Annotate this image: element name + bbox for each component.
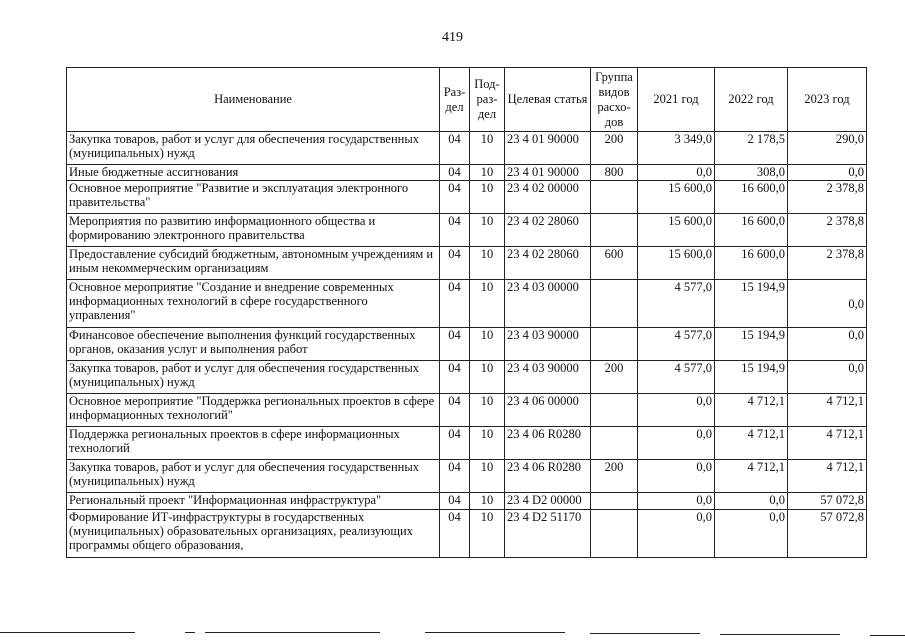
table-row [67, 328, 867, 361]
row-section: 04 [440, 361, 470, 394]
row-2021: 4 577,0 [638, 328, 715, 361]
table-row [67, 247, 867, 280]
row-group [591, 214, 638, 247]
footer-rule [870, 635, 905, 636]
row-2021: 15 600,0 [638, 214, 715, 247]
row-subsection: 10 [470, 510, 505, 558]
row-target: 23 4 06 R0280 [505, 427, 591, 460]
row-group [591, 394, 638, 427]
row-subsection: 10 [470, 493, 505, 510]
row-2021: 0,0 [638, 394, 715, 427]
row-section: 04 [440, 132, 470, 165]
row-group [591, 427, 638, 460]
row-2022: 15 194,9 [715, 361, 788, 394]
row-target: 23 4 03 00000 [505, 280, 591, 328]
row-subsection: 10 [470, 247, 505, 280]
header-section: Раз-дел [440, 68, 470, 132]
row-2021: 15 600,0 [638, 247, 715, 280]
footer-rule [720, 634, 840, 635]
row-2021: 0,0 [638, 493, 715, 510]
row-2023: 290,0 [788, 132, 867, 165]
row-target: 23 4 02 00000 [505, 181, 591, 214]
row-section: 04 [440, 510, 470, 558]
table-row [67, 510, 867, 558]
row-name: Закупка товаров, работ и услуг для обеспечения государственных (муниципальных) нужд [67, 361, 440, 394]
row-name: Региональный проект "Информационная инфраструктура" [67, 493, 440, 510]
row-group: 600 [591, 247, 638, 280]
row-2021: 4 577,0 [638, 280, 715, 328]
row-2023: 2 378,8 [788, 181, 867, 214]
row-2023: 2 378,8 [788, 247, 867, 280]
row-group: 800 [591, 165, 638, 181]
row-2021: 0,0 [638, 427, 715, 460]
header-2023: 2023 год [788, 68, 867, 132]
row-subsection: 10 [470, 214, 505, 247]
row-group [591, 181, 638, 214]
table-row [67, 361, 867, 394]
row-section: 04 [440, 460, 470, 493]
header-group: Группа видов расхо-дов [591, 68, 638, 132]
header-row [67, 68, 867, 132]
row-2023: 57 072,8 [788, 510, 867, 558]
row-subsection: 10 [470, 394, 505, 427]
row-2023: 0,0 [788, 165, 867, 181]
row-2023: 2 378,8 [788, 214, 867, 247]
row-name: Предоставление субсидий бюджетным, автономным учреждениям и иным некоммерческим организациям [67, 247, 440, 280]
row-2021: 0,0 [638, 510, 715, 558]
row-group [591, 493, 638, 510]
row-2022: 308,0 [715, 165, 788, 181]
row-section: 04 [440, 493, 470, 510]
row-name: Основное мероприятие "Создание и внедрение современных информационных технологий в сфере государственного управления" [67, 280, 440, 328]
table-row [67, 427, 867, 460]
table-row [67, 493, 867, 510]
row-2022: 16 600,0 [715, 181, 788, 214]
row-subsection: 10 [470, 181, 505, 214]
row-2022: 4 712,1 [715, 460, 788, 493]
row-subsection: 10 [470, 328, 505, 361]
row-name: Формирование ИТ-инфраструктуры в государственных (муниципальных) образовательных организациях, реализующих программы общего образования, [67, 510, 440, 558]
row-group [591, 328, 638, 361]
row-2023: 4 712,1 [788, 394, 867, 427]
row-group: 200 [591, 460, 638, 493]
header-target: Целевая статья [505, 68, 591, 132]
row-name: Финансовое обеспечение выполнения функций государственных органов, оказания услуг и выполнения работ [67, 328, 440, 361]
table-row [67, 214, 867, 247]
row-2022: 2 178,5 [715, 132, 788, 165]
row-subsection: 10 [470, 427, 505, 460]
row-name: Иные бюджетные ассигнования [67, 165, 440, 181]
footer-rule [590, 633, 700, 634]
table-row [67, 181, 867, 214]
row-2022: 0,0 [715, 493, 788, 510]
row-2021: 0,0 [638, 165, 715, 181]
row-target: 23 4 02 28060 [505, 247, 591, 280]
row-subsection: 10 [470, 280, 505, 328]
row-target: 23 4 D2 00000 [505, 493, 591, 510]
row-target: 23 4 01 90000 [505, 132, 591, 165]
table-row [67, 280, 867, 328]
row-2023: 0,0 [788, 328, 867, 361]
row-target: 23 4 03 90000 [505, 361, 591, 394]
row-2022: 0,0 [715, 510, 788, 558]
row-subsection: 10 [470, 460, 505, 493]
row-2023: 4 712,1 [788, 427, 867, 460]
table-row [67, 460, 867, 493]
row-subsection: 10 [470, 132, 505, 165]
row-section: 04 [440, 328, 470, 361]
row-group [591, 510, 638, 558]
row-target: 23 4 01 90000 [505, 165, 591, 181]
row-name: Основное мероприятие "Развитие и эксплуатация электронного правительства" [67, 181, 440, 214]
row-target: 23 4 06 00000 [505, 394, 591, 427]
row-target: 23 4 D2 51170 [505, 510, 591, 558]
table-row [67, 132, 867, 165]
row-group: 200 [591, 132, 638, 165]
row-2023: 4 712,1 [788, 460, 867, 493]
header-2022: 2022 год [715, 68, 788, 132]
header-subsection: Под-раз-дел [470, 68, 505, 132]
row-subsection: 10 [470, 361, 505, 394]
row-2022: 15 194,9 [715, 280, 788, 328]
row-2023: 0,0 [788, 280, 867, 328]
budget-table [66, 67, 867, 558]
page-number: 419 [442, 30, 463, 45]
row-section: 04 [440, 247, 470, 280]
row-2022: 16 600,0 [715, 247, 788, 280]
row-2023: 0,0 [788, 361, 867, 394]
row-2022: 16 600,0 [715, 214, 788, 247]
row-2021: 3 349,0 [638, 132, 715, 165]
row-name: Закупка товаров, работ и услуг для обеспечения государственных (муниципальных) нужд [67, 132, 440, 165]
table-row [67, 165, 867, 181]
row-subsection: 10 [470, 165, 505, 181]
row-name: Мероприятия по развитию информационного общества и формированию электронного правительства [67, 214, 440, 247]
row-2023: 57 072,8 [788, 493, 867, 510]
footer-rule [185, 632, 195, 633]
row-target: 23 4 03 90000 [505, 328, 591, 361]
header-name: Наименование [67, 68, 440, 132]
row-group: 200 [591, 361, 638, 394]
row-section: 04 [440, 181, 470, 214]
row-2022: 4 712,1 [715, 394, 788, 427]
row-section: 04 [440, 394, 470, 427]
row-section: 04 [440, 165, 470, 181]
row-target: 23 4 02 28060 [505, 214, 591, 247]
row-section: 04 [440, 280, 470, 328]
row-2022: 15 194,9 [715, 328, 788, 361]
row-section: 04 [440, 214, 470, 247]
footer-rule [205, 632, 380, 633]
table-row [67, 394, 867, 427]
row-name: Основное мероприятие "Поддержка региональных проектов в сфере информационных технологий" [67, 394, 440, 427]
header-2021: 2021 год [638, 68, 715, 132]
row-2021: 0,0 [638, 460, 715, 493]
row-2021: 15 600,0 [638, 181, 715, 214]
row-2021: 4 577,0 [638, 361, 715, 394]
row-name: Закупка товаров, работ и услуг для обеспечения государственных (муниципальных) нужд [67, 460, 440, 493]
footer-rule [425, 632, 565, 633]
row-group [591, 280, 638, 328]
footer-rule [0, 632, 135, 633]
row-name: Поддержка региональных проектов в сфере информационных технологий [67, 427, 440, 460]
row-target: 23 4 06 R0280 [505, 460, 591, 493]
row-2022: 4 712,1 [715, 427, 788, 460]
row-section: 04 [440, 427, 470, 460]
